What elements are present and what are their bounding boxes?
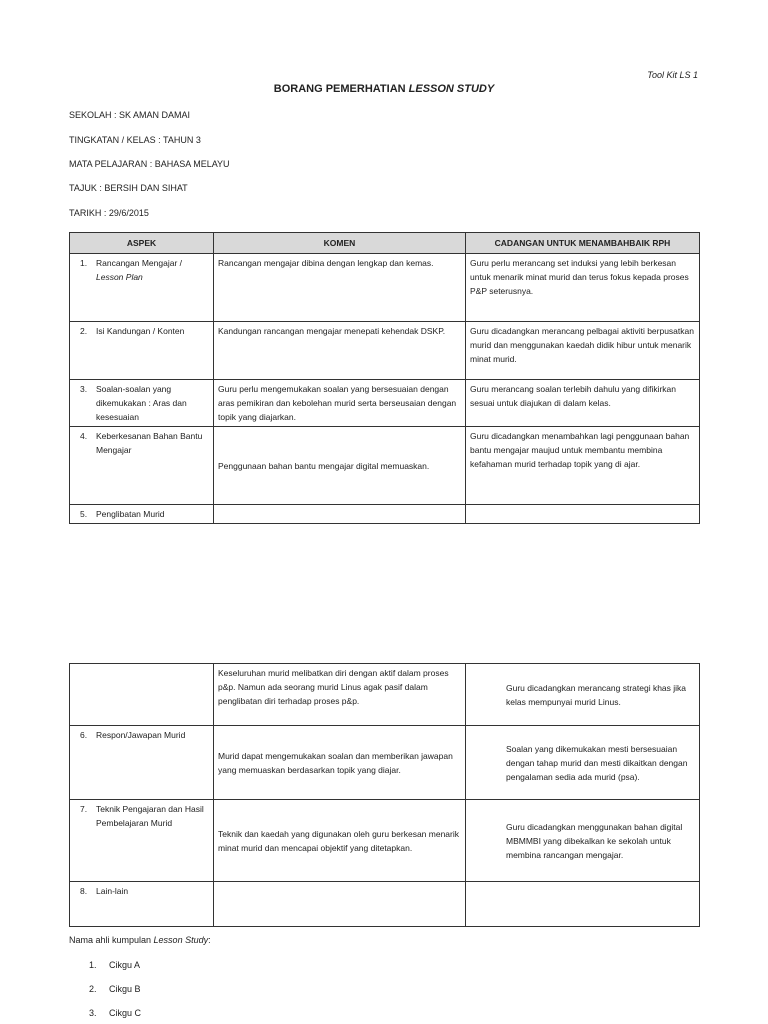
komen-cell: Guru perlu mengemukakan soalan yang bersesuaian dengan aras pemikiran dan kebolehan murid serta berseusaian dengan topik yang diajarkan. (214, 380, 466, 427)
tool-kit-label: Tool Kit LS 1 (647, 70, 698, 80)
table-header-row (70, 233, 700, 254)
aspek-text: Penglibatan Murid (96, 509, 165, 519)
member-name: Cikgu A (109, 960, 141, 970)
komen-cell (214, 882, 466, 927)
table-row (70, 882, 700, 927)
table-row (70, 726, 700, 800)
row-number: 8. (80, 886, 88, 896)
table-row (70, 800, 700, 882)
aspek-text: Teknik Pengajaran dan Hasil Pembelajaran Murid (96, 804, 204, 828)
title-main: BORANG PEMERHATIAN (273, 83, 409, 95)
aspek-italic-text: Lesson Plan (96, 272, 143, 282)
komen-cell: Teknik dan kaedah yang digunakan oleh guru berkesan menarik minat murid dan mencapai objektif yang ditetapkan. (214, 800, 466, 882)
row-number: 5. (80, 509, 88, 519)
table-row (70, 380, 700, 427)
cadangan-cell (466, 505, 700, 524)
komen-cell: Keseluruhan murid melibatkan diri dengan aktif dalam proses p&p. Namun ada seorang murid Linus agak pasif dalam penglibatan diri terhadap proses p&p. (214, 664, 466, 726)
aspek-text: Respon/Jawapan Murid (96, 730, 186, 740)
cadangan-cell: Guru merancang soalan terlebih dahulu yang difikirkan sesuai untuk diajukan di dalam kelas. (466, 380, 700, 427)
observation-table-continued (69, 663, 700, 927)
header-komen: KOMEN (214, 233, 466, 254)
row-number: 1. (80, 258, 88, 268)
aspek-cell (70, 380, 214, 427)
aspek-text: Soalan-soalan yang dikemukakan : Aras dan kesesuaian (96, 384, 187, 422)
row-number: 3. (80, 384, 88, 394)
members-title-prefix: Nama ahli kumpulan (69, 935, 154, 945)
cadangan-cell: Soalan yang dikemukakan mesti bersesuaian dengan tahap murid dan mesti dikaitkan dengan pengalaman sedia ada murid (psa). (466, 726, 700, 800)
meta-mata-pelajaran: MATA PELAJARAN : BAHASA MELAYU (69, 159, 230, 169)
komen-cell: Rancangan mengajar dibina dengan lengkap dan kemas. (214, 254, 466, 322)
meta-tarikh: TARIKH : 29/6/2015 (69, 208, 149, 218)
member-name: Cikgu C (109, 1008, 142, 1018)
header-cadangan: CADANGAN UNTUK MENAMBAHBAIK RPH (466, 233, 700, 254)
aspek-cell (70, 664, 214, 726)
aspek-cell (70, 254, 214, 322)
row-number: 4. (80, 431, 88, 441)
komen-cell (214, 505, 466, 524)
meta-tajuk: TAJUK : BERSIH DAN SIHAT (69, 183, 188, 193)
aspek-text: Keberkesanan Bahan Bantu Mengajar (96, 431, 203, 455)
observation-table (69, 232, 700, 524)
member-number: 1. (89, 960, 97, 970)
members-title (69, 935, 211, 945)
komen-cell: Murid dapat mengemukakan soalan dan memberikan jawapan yang memuaskan berdasarkan topik yang diajar. (214, 726, 466, 800)
meta-tingkatan: TINGKATAN / KELAS : TAHUN 3 (69, 135, 201, 145)
title-italic: LESSON STUDY (408, 83, 495, 95)
cadangan-cell: Guru dicadangkan menggunakan bahan digital MBMMBI yang dibekalkan ke sekolah untuk membina rancangan mengajar. (466, 800, 700, 882)
member-number: 3. (89, 1008, 97, 1018)
header-aspek: ASPEK (70, 233, 214, 254)
aspek-cell (70, 726, 214, 800)
members-title-italic: Lesson Study (153, 935, 209, 945)
cadangan-cell: Guru dicadangkan menambahkan lagi penggunaan bahan bantu mengajar maujud untuk membantu membina kefahaman murid terhadap topik yang di ajar. (466, 427, 700, 505)
aspek-cell (70, 505, 214, 524)
member-name: Cikgu B (109, 984, 141, 994)
members-title-suffix: : (208, 935, 211, 945)
aspek-cell (70, 800, 214, 882)
meta-sekolah: SEKOLAH : SK AMAN DAMAI (69, 110, 191, 120)
aspek-text: Isi Kandungan / Konten (96, 326, 185, 336)
aspek-cell (70, 427, 214, 505)
row-number: 7. (80, 804, 88, 814)
cadangan-cell: Guru perlu merancang set induksi yang lebih berkesan untuk menarik minat murid dan terus fokus kepada proses P&P seterusnya. (466, 254, 700, 322)
table-row (70, 254, 700, 322)
row-number: 6. (80, 730, 88, 740)
table-row (70, 427, 700, 505)
list-item (89, 1008, 141, 1018)
list-item (89, 960, 140, 970)
komen-cell: Penggunaan bahan bantu mengajar digital memuaskan. (214, 427, 466, 505)
aspek-text: Lain-lain (96, 886, 129, 896)
page-title (0, 83, 768, 95)
list-item (89, 984, 141, 994)
table-row (70, 505, 700, 524)
aspek-cell (70, 322, 214, 380)
cadangan-cell: Guru dicadangkan merancang pelbagai aktiviti berpusatkan murid dan menggunakan kaedah didik hibur untuk menarik minat murid. (466, 322, 700, 380)
komen-cell: Kandungan rancangan mengajar menepati kehendak DSKP. (214, 322, 466, 380)
table-row (70, 664, 700, 726)
aspek-text: Rancangan Mengajar / (96, 258, 183, 268)
table-row (70, 322, 700, 380)
cadangan-cell: Guru dicadangkan merancang strategi khas jika kelas mempunyai murid Linus. (466, 664, 700, 726)
cadangan-cell (466, 882, 700, 927)
row-number: 2. (80, 326, 88, 336)
member-number: 2. (89, 984, 97, 994)
aspek-cell (70, 882, 214, 927)
